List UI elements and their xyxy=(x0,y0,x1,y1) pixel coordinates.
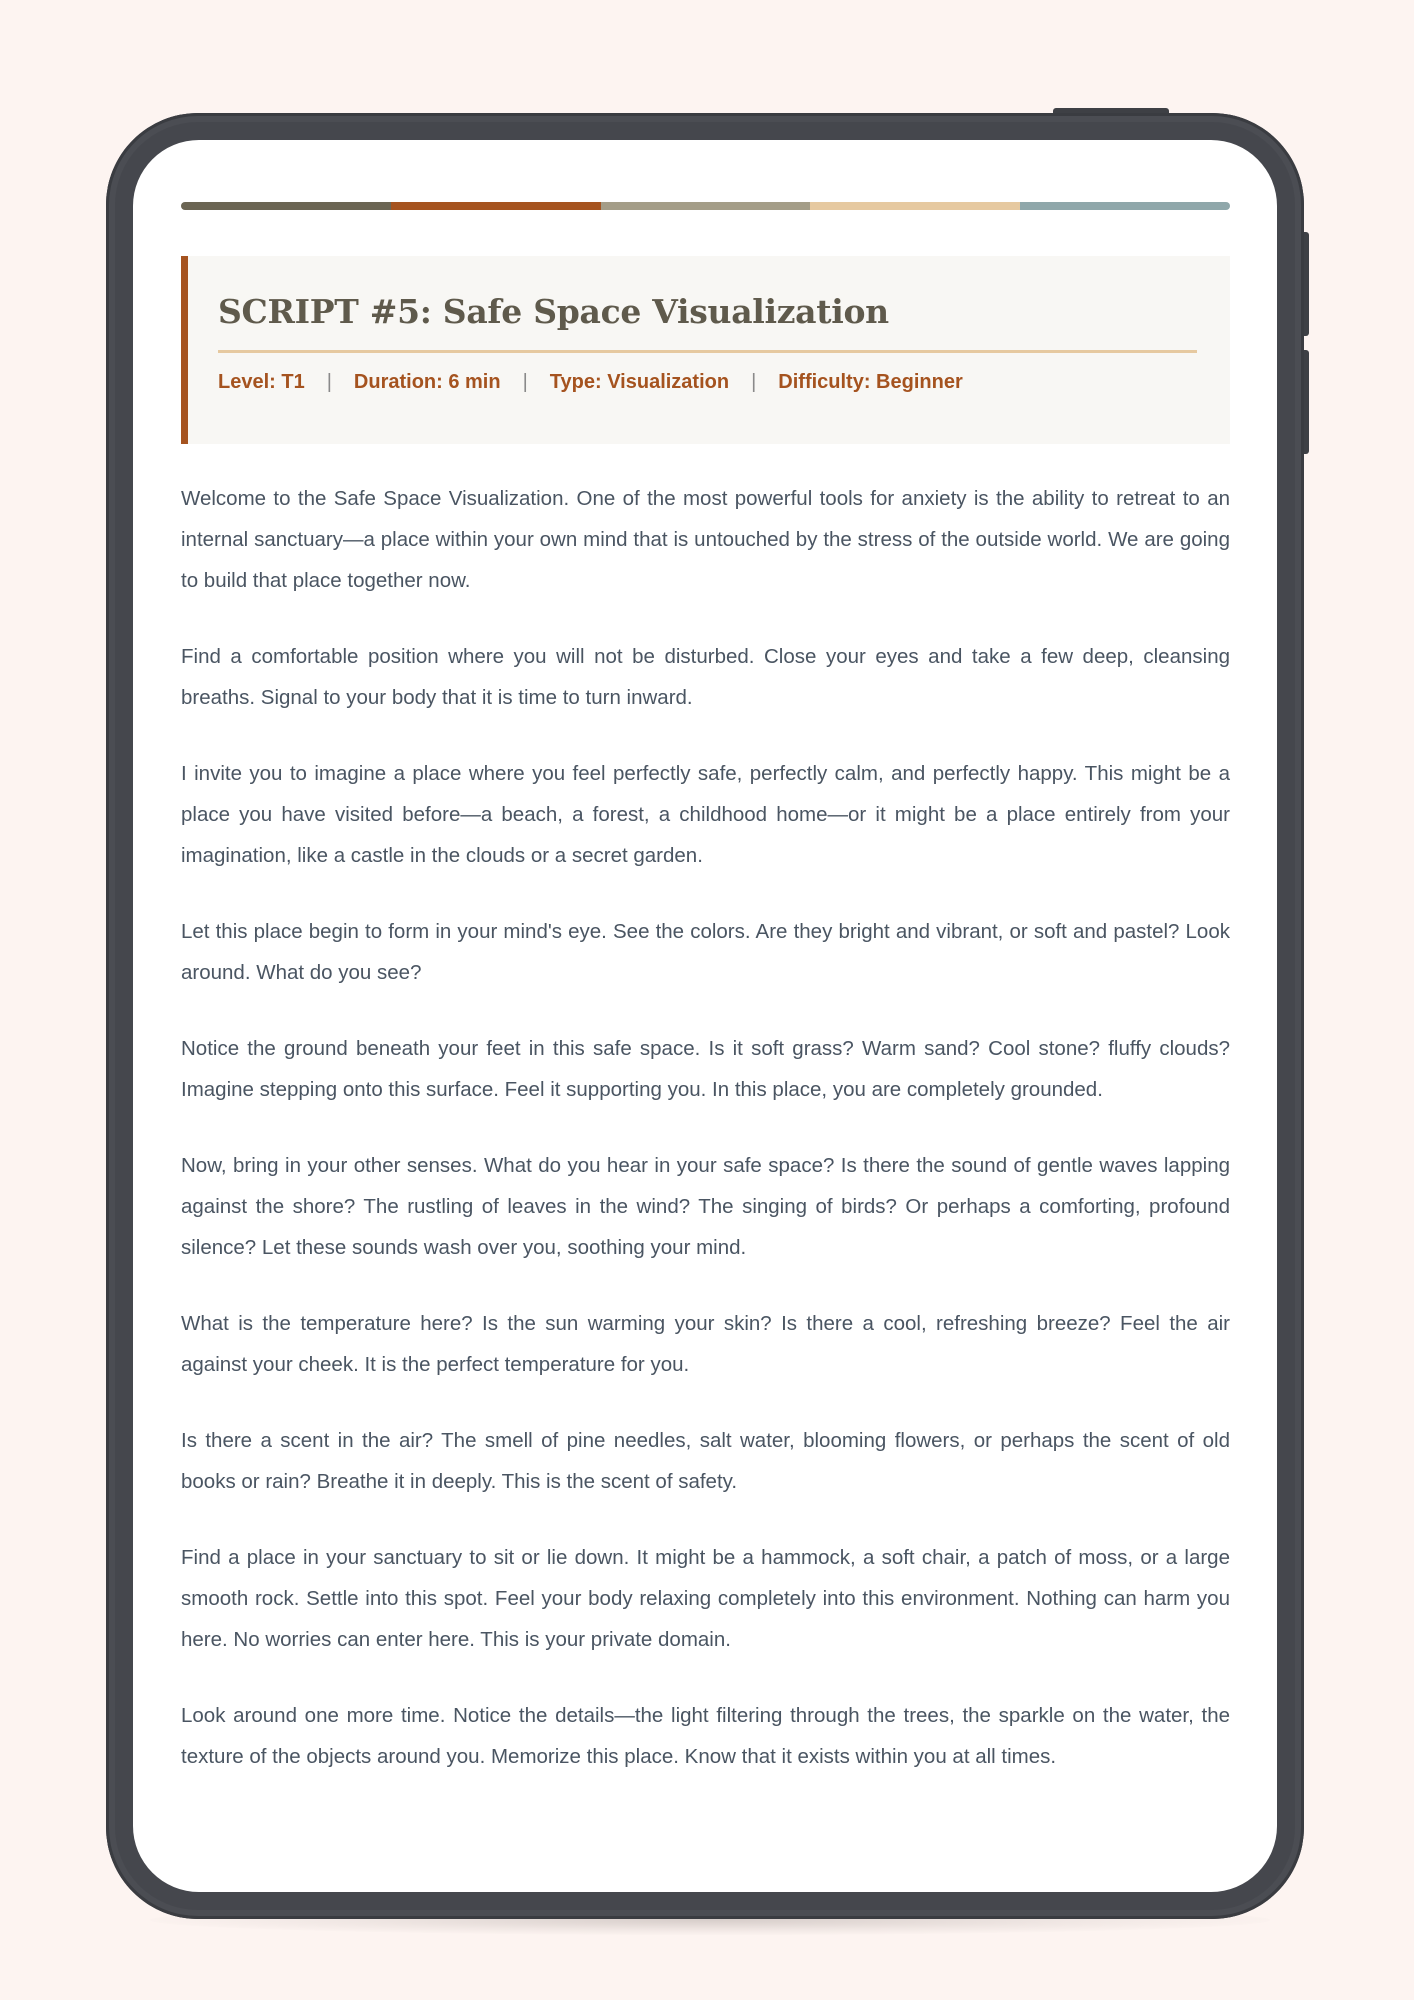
color-bar-segment xyxy=(391,202,601,210)
color-bar-segment xyxy=(601,202,811,210)
paragraph-welcome: Welcome to the Safe Space Visualization. One of the most powerful tools for anxiety is the ability to retreat to an internal sanctuary—a place within your own mind that is untouched by the stress of the outside world. We are going to build that place together now. xyxy=(181,487,1230,592)
meta-difficulty: Difficulty: Beginner xyxy=(778,371,963,393)
meta-separator: | xyxy=(751,371,757,393)
tablet-screen xyxy=(133,140,1277,1892)
script-body xyxy=(181,478,1230,1777)
script-title: SCRIPT #5: Safe Space Visualization xyxy=(218,292,889,331)
paragraph-imagine: I invite you to imagine a place where you feel perfectly safe, perfectly calm, and perfectly happy. This might be a place you have visited before—a beach, a forest, a childhood home—or it might be a place entirely from your imagination, like a castle in the clouds or a secret garden. xyxy=(181,762,1230,867)
paragraph-memorize: Look around one more time. Notice the details—the light filtering through the trees, the sparkle on the water, the texture of the objects around you. Memorize this place. Know that it exists within you at all times. xyxy=(181,1704,1230,1768)
decorative-color-bar xyxy=(181,202,1230,210)
paragraph-scent: Is there a scent in the air? The smell of pine needles, salt water, blooming flowers, or perhaps the scent of old books or rain? Breathe it in deeply. This is the scent of safety. xyxy=(181,1429,1230,1493)
paragraph-sounds: Now, bring in your other senses. What do you hear in your safe space? Is there the sound of gentle waves lapping against the shore? The rustling of leaves in the wind? The singing of birds? Or perhaps a comforting, profound silence? Let these sounds wash over you, soothing your mind. xyxy=(181,1154,1230,1259)
paragraph-ground: Notice the ground beneath your feet in this safe space. Is it soft grass? Warm sand? Cool stone? fluffy clouds? Imagine stepping onto this surface. Feel it supporting you. In this place, you are completely grounded. xyxy=(181,1037,1230,1101)
color-bar-segment xyxy=(181,202,391,210)
paragraph-position: Find a comfortable position where you will not be disturbed. Close your eyes and take a few deep, cleansing breaths. Signal to your body that it is time to turn inward. xyxy=(181,645,1230,709)
meta-duration: Duration: 6 min xyxy=(353,371,501,393)
color-bar-segment xyxy=(810,202,1020,210)
paragraph-colors: Let this place begin to form in your mind's eye. See the colors. Are they bright and vibrant, or soft and pastel? Look around. What do you see? xyxy=(181,920,1230,984)
paragraph-temperature: What is the temperature here? Is the sun warming your skin? Is there a cool, refreshing breeze? Feel the air against your cheek. It is the perfect temperature for you. xyxy=(181,1312,1230,1376)
color-bar-segment xyxy=(1020,202,1230,210)
script-meta-row xyxy=(218,371,1200,394)
document-content xyxy=(181,202,1230,1812)
paragraph-rest: Find a place in your sanctuary to sit or lie down. It might be a hammock, a soft chair, a patch of moss, or a large smooth rock. Settle into this spot. Feel your body relaxing completely into this environment. Nothing can harm you here. No worries can enter here. This is your private domain. xyxy=(181,1546,1230,1651)
meta-separator: | xyxy=(326,371,332,393)
meta-separator: | xyxy=(522,371,528,393)
meta-level: Level: T1 xyxy=(218,371,305,393)
script-header-card xyxy=(181,256,1230,444)
meta-type: Type: Visualization xyxy=(549,371,730,393)
title-divider xyxy=(218,350,1197,353)
